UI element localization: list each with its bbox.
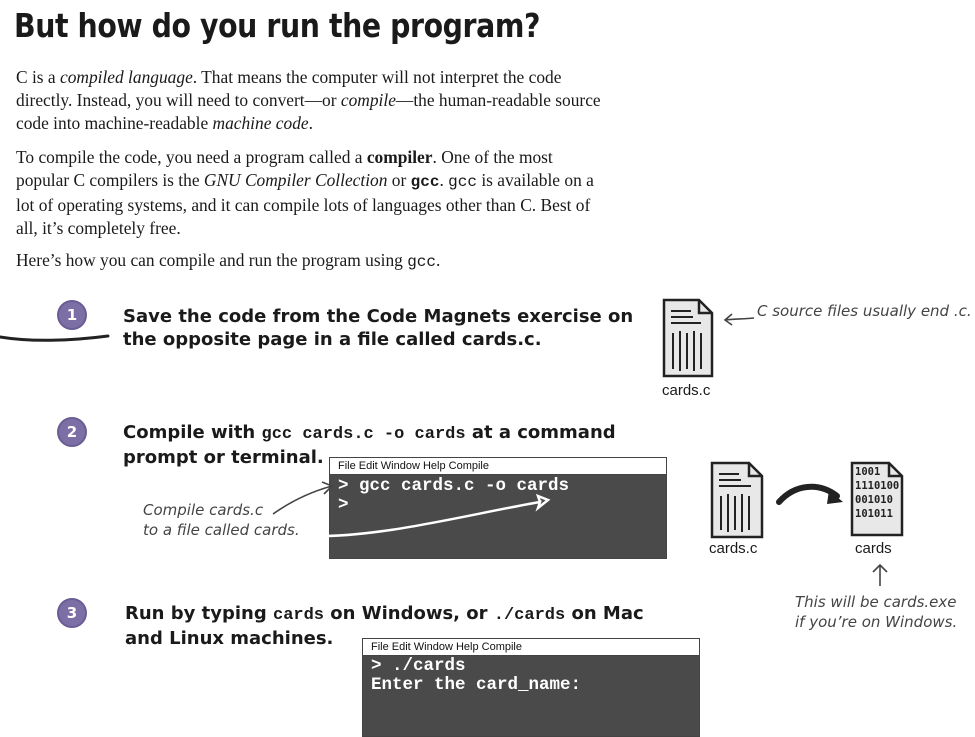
windows-note: This will be cards.exe if you’re on Windows.: [795, 593, 958, 631]
binary-file-label: cards: [855, 540, 892, 557]
terminal-output-line: Enter the card_name:: [371, 675, 582, 695]
arrow-left-icon: [722, 310, 756, 328]
compile-arrows-icon: [270, 478, 560, 548]
terminal-command-line: > gcc cards.c -o cards: [338, 476, 570, 496]
compiler-paragraph: To compile the code, you need a program called a compiler. One of the most popular C compilers is the GNU Compiler Collection or gcc. gcc is available on a lot of operating systems, and it can compile lots of languages other than C. Best of all, it’s completely free.: [16, 147, 594, 238]
howto-paragraph: Here’s how you can compile and run the program using gcc.: [16, 250, 441, 271]
intro-paragraph: C is a compiled language. That means the computer will not interpret the code directly. Instead, you will need to convert—or compile—the human-readable source code into machine-readable machine code.: [16, 67, 601, 133]
terminal-menu-bar[interactable]: File Edit Window Help Compile: [330, 458, 666, 475]
step-1-badge: 1: [57, 300, 87, 330]
source-file-label-2: cards.c: [709, 540, 758, 557]
curved-arrow-icon: [775, 480, 847, 512]
page-title: But how do you run the program?: [14, 6, 541, 45]
terminal-run-line: > ./cards: [371, 656, 466, 676]
decorative-stroke-icon: [0, 328, 110, 348]
source-file-icon: [661, 297, 715, 379]
step-3-text: Run by typing cards on Windows, or ./cards on Mac and Linux machines.: [125, 603, 644, 649]
step-1-text: Save the code from the Code Magnets exercise on the opposite page in a file called cards.c.: [123, 306, 634, 350]
terminal-menu-bar-2[interactable]: File Edit Window Help Compile: [363, 639, 699, 656]
source-file-label: cards.c: [662, 382, 711, 399]
step-2-text: Compile with gcc cards.c -o cards at a command prompt or terminal.: [123, 422, 616, 468]
compile-note: Compile cards.c to a file called cards.: [143, 501, 300, 539]
binary-file-icon: 1001 1110100 001010 101011: [849, 460, 905, 538]
step-3-badge: 3: [57, 598, 87, 628]
arrow-up-icon: [870, 562, 890, 588]
source-file-icon-2: [709, 460, 765, 540]
source-extension-note: C source files usually end .c.: [757, 302, 972, 320]
terminal-prompt-line: >: [338, 495, 349, 515]
step-2-badge: 2: [57, 417, 87, 447]
run-terminal[interactable]: [362, 638, 700, 737]
